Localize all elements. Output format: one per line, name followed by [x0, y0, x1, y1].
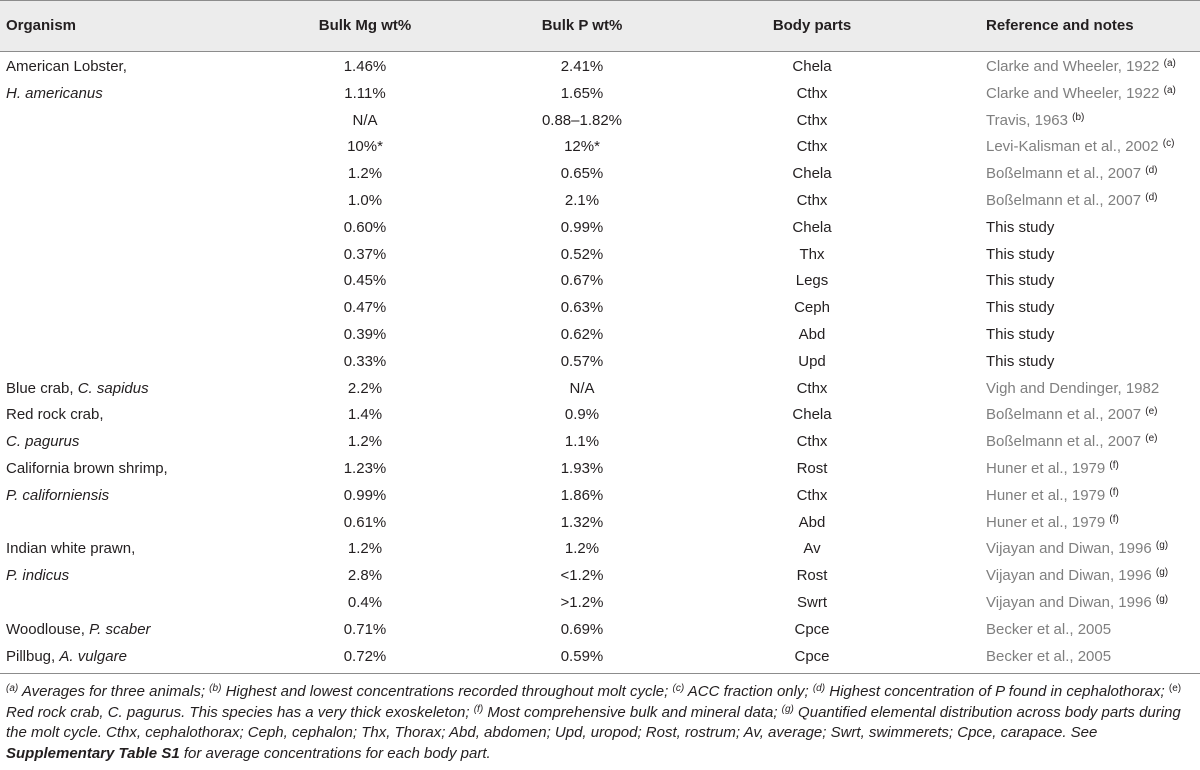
- cell-body-part: Av: [803, 540, 821, 558]
- reference-text: This study: [986, 326, 1055, 343]
- reference-note-mark: (f): [1109, 513, 1119, 525]
- cell-body-part: Chela: [792, 218, 832, 236]
- footnote-text-c: ACC fraction only;: [684, 683, 813, 700]
- cell-bulk-p: 1.32%: [560, 513, 604, 531]
- cell-bulk-mg: 10%*: [347, 138, 383, 156]
- reference-text: Vijayan and Diwan, 1996: [986, 594, 1152, 611]
- cell-bulk-p: N/A: [569, 379, 595, 397]
- cell-reference[interactable]: [986, 54, 1176, 81]
- organism-text: H. americanus: [6, 84, 103, 102]
- reference-text: Becker et al., 2005: [986, 647, 1112, 665]
- cell-reference[interactable]: [986, 510, 1119, 537]
- cell-organism: [6, 402, 104, 429]
- cell-body-part: Abd: [798, 326, 826, 343]
- footnote-text-g: Quantified elemental distribution across body parts during the molt cycle. Cthx, cephalothorax; Ceph, cephalon; Thx, Thorax; Abd, abdomen; Upd, uropod; Rost, rostrum; Av, average; Swrt, swimmerets; Cpce, carapace. See: [6, 703, 1181, 742]
- cell-body-part: Cthx: [796, 379, 828, 397]
- table-row: [0, 295, 1200, 322]
- cell-reference[interactable]: [986, 108, 1084, 135]
- cell-body-part: Cpce: [794, 620, 830, 638]
- cell-bulk-mg: 1.0%: [347, 192, 383, 209]
- footnote-mark-d: (d): [812, 683, 826, 694]
- table-row: [0, 268, 1200, 295]
- reference-text: This study: [986, 272, 1055, 290]
- reference-note-mark: (b): [1072, 111, 1085, 123]
- table-row: [0, 134, 1200, 161]
- footnote-mark-g: (g): [781, 703, 794, 715]
- cell-body-part: Rost: [796, 567, 828, 585]
- table-row: [0, 349, 1200, 376]
- cell-bulk-mg: 0.47%: [343, 299, 387, 317]
- cell-body-part: Thx: [799, 245, 825, 263]
- cell-body-part: Chela: [792, 406, 832, 424]
- reference-note-mark: (c): [1162, 138, 1175, 150]
- cell-bulk-p: 0.88–1.82%: [541, 111, 623, 129]
- cell-bulk-p: 2.1%: [564, 192, 600, 209]
- organism-species: C. sapidus: [77, 379, 149, 397]
- reference-note-mark: (f): [1109, 486, 1119, 498]
- table-row: [0, 536, 1200, 563]
- table-row: [0, 590, 1200, 617]
- reference-text: Vijayan and Diwan, 1996: [986, 540, 1152, 558]
- cell-bulk-p: 1.2%: [564, 540, 600, 558]
- cell-bulk-p: 0.59%: [560, 647, 604, 665]
- cell-body-part: Upd: [798, 352, 826, 370]
- cell-bulk-p: <1.2%: [560, 567, 604, 585]
- cell-bulk-mg: 0.99%: [343, 486, 387, 504]
- table-row: [0, 322, 1200, 349]
- cell-organism: [6, 81, 103, 108]
- table-row: [0, 563, 1200, 590]
- cell-body-part: Cthx: [796, 486, 828, 504]
- cell-bulk-p: 0.57%: [560, 352, 604, 370]
- reference-text: Boßelmann et al., 2007: [986, 192, 1142, 209]
- cell-bulk-mg: 1.2%: [347, 165, 383, 183]
- reference-note-mark: (a): [1163, 58, 1176, 69]
- reference-text: This study: [986, 218, 1055, 236]
- reference-text: This study: [986, 299, 1055, 317]
- cell-reference[interactable]: [986, 376, 1159, 403]
- cell-reference: [986, 268, 1054, 295]
- cell-bulk-mg: 0.60%: [343, 218, 387, 236]
- reference-text: Levi-Kalisman et al., 2002: [986, 138, 1159, 156]
- cell-organism: [6, 429, 79, 456]
- cell-organism: [6, 644, 127, 671]
- cell-reference[interactable]: [986, 617, 1111, 644]
- cell-bulk-p: 1.1%: [564, 433, 600, 451]
- organism-text: Red rock crab,: [6, 406, 104, 424]
- cell-body-part: Swrt: [797, 594, 827, 611]
- cell-reference[interactable]: [986, 456, 1119, 483]
- cell-body-part: Cthx: [796, 84, 828, 102]
- cell-organism: [6, 456, 168, 483]
- header-bulk-p: Bulk P wt%: [541, 17, 623, 34]
- header-reference: Reference and notes: [986, 17, 1134, 34]
- cell-bulk-mg: 1.23%: [343, 460, 387, 477]
- cell-bulk-mg: 1.4%: [347, 406, 383, 424]
- cell-bulk-p: >1.2%: [560, 594, 604, 611]
- organism-text: Blue crab,: [6, 379, 78, 397]
- cell-bulk-p: 1.86%: [560, 486, 604, 504]
- cell-body-part: Ceph: [794, 299, 830, 317]
- cell-reference: [986, 242, 1054, 269]
- cell-organism: [6, 563, 69, 590]
- table-header-row: [0, 0, 1200, 51]
- cell-bulk-p: 1.65%: [560, 84, 604, 102]
- organism-species: P. scaber: [89, 620, 151, 638]
- table-row: [0, 429, 1200, 456]
- cell-bulk-p: 0.52%: [560, 245, 604, 263]
- cell-body-part: Cthx: [796, 138, 828, 156]
- table-bottom-rule: [0, 673, 1200, 674]
- cell-bulk-p: 0.65%: [560, 165, 604, 183]
- organism-text: P. californiensis: [6, 486, 110, 504]
- table-row: [0, 54, 1200, 81]
- table-row: [0, 510, 1200, 537]
- header-body-parts: Body parts: [772, 17, 852, 34]
- cell-reference[interactable]: [986, 188, 1158, 215]
- cell-reference[interactable]: [986, 590, 1168, 617]
- footnote-text-f: Most comprehensive bulk and mineral data;: [483, 703, 782, 721]
- cell-organism: [6, 54, 127, 81]
- cell-body-part: Cthx: [796, 111, 828, 129]
- cell-bulk-mg: 0.39%: [343, 326, 387, 343]
- cell-reference[interactable]: [986, 402, 1158, 429]
- cell-body-part: Cpce: [794, 647, 830, 665]
- footnote-mark-f: (f): [473, 703, 484, 715]
- cell-organism: [6, 376, 149, 403]
- reference-text: Vijayan and Diwan, 1996: [986, 567, 1152, 585]
- cell-body-part: Rost: [796, 460, 828, 477]
- cell-organism: [6, 483, 109, 510]
- cell-body-part: Cthx: [796, 192, 828, 209]
- reference-note-mark: (e): [1145, 433, 1158, 445]
- table-row: [0, 242, 1200, 269]
- cell-organism: [6, 536, 135, 563]
- reference-text: Clarke and Wheeler, 1922: [986, 58, 1160, 75]
- cell-body-part: Chela: [792, 58, 832, 75]
- reference-text: Boßelmann et al., 2007: [986, 406, 1142, 424]
- table-row: [0, 644, 1200, 671]
- cell-bulk-mg: 0.33%: [343, 352, 387, 370]
- reference-note-mark: (d): [1145, 165, 1158, 177]
- cell-reference[interactable]: [986, 134, 1174, 161]
- cell-body-part: Chela: [792, 165, 832, 183]
- footnote-mark-b: (b): [209, 683, 222, 694]
- cell-reference[interactable]: [986, 81, 1176, 108]
- table-header-rule: [0, 51, 1200, 52]
- footnote-text-a: Averages for three animals;: [18, 683, 210, 700]
- table-row: [0, 161, 1200, 188]
- reference-note-mark: (g): [1155, 540, 1169, 552]
- cell-bulk-p: 0.63%: [560, 299, 604, 317]
- cell-bulk-p: 0.62%: [560, 326, 604, 343]
- reference-text: Travis, 1963: [986, 111, 1068, 129]
- cell-reference[interactable]: [986, 429, 1158, 456]
- table-row: [0, 483, 1200, 510]
- cell-bulk-mg: 2.8%: [347, 567, 383, 585]
- cell-bulk-mg: 0.37%: [343, 245, 387, 263]
- cell-bulk-p: 0.69%: [560, 620, 604, 638]
- table-row: [0, 376, 1200, 403]
- organism-text: P. indicus: [6, 567, 70, 585]
- footnote-text-e: Red rock crab, C. pagurus. This species has a very thick exoskeleton;: [6, 703, 474, 721]
- cell-reference[interactable]: [986, 644, 1111, 671]
- reference-note-mark: (a): [1163, 84, 1176, 96]
- table-row: [0, 617, 1200, 644]
- organism-text: Indian white prawn,: [6, 540, 136, 558]
- organism-text: Pillbug,: [6, 647, 60, 665]
- footnote-text-d: Highest concentration of P found in cephalothorax;: [825, 683, 1169, 700]
- reference-text: This study: [986, 245, 1055, 263]
- reference-note-mark: (f): [1109, 460, 1119, 471]
- cell-bulk-mg: 0.4%: [347, 594, 383, 611]
- organism-text: American Lobster,: [6, 58, 127, 75]
- cell-bulk-mg: 2.2%: [347, 379, 383, 397]
- reference-note-mark: (e): [1145, 406, 1158, 418]
- cell-body-part: Cthx: [796, 433, 828, 451]
- cell-body-part: Legs: [795, 272, 829, 290]
- cell-reference: [986, 295, 1054, 322]
- footnote-text-b: Highest and lowest concentrations recorded throughout molt cycle;: [221, 683, 673, 700]
- reference-text: Huner et al., 1979: [986, 513, 1106, 531]
- reference-text: This study: [986, 352, 1055, 370]
- reference-text: Vigh and Dendinger, 1982: [986, 379, 1160, 397]
- reference-note-mark: (g): [1155, 594, 1169, 605]
- footnote-tail: for average concentrations for each body part.: [179, 744, 491, 762]
- cell-bulk-mg: 1.11%: [344, 84, 386, 102]
- cell-bulk-p: 12%*: [564, 138, 600, 156]
- cell-bulk-mg: 0.45%: [343, 272, 387, 290]
- table-row: [0, 188, 1200, 215]
- cell-reference[interactable]: [986, 563, 1168, 590]
- reference-text: Boßelmann et al., 2007: [986, 433, 1142, 451]
- header-organism: Organism: [6, 17, 77, 34]
- table-row: [0, 215, 1200, 242]
- reference-text: Huner et al., 1979: [986, 460, 1106, 477]
- supplementary-table-link[interactable]: Supplementary Table S1: [6, 744, 180, 762]
- table-row: [0, 81, 1200, 108]
- organism-text: California brown shrimp,: [6, 460, 168, 477]
- cell-bulk-p: 2.41%: [560, 58, 604, 75]
- reference-note-mark: (g): [1155, 567, 1169, 579]
- cell-bulk-p: 0.67%: [560, 272, 604, 290]
- table-row: [0, 402, 1200, 429]
- cell-bulk-mg: 0.72%: [343, 647, 387, 665]
- cell-bulk-mg: 1.46%: [343, 58, 387, 75]
- reference-text: Becker et al., 2005: [986, 620, 1112, 638]
- cell-body-part: Abd: [798, 513, 826, 531]
- cell-bulk-p: 0.9%: [564, 406, 600, 424]
- organism-text: C. pagurus: [6, 433, 80, 451]
- table-row: [0, 456, 1200, 483]
- cell-organism: [6, 617, 151, 644]
- footnote-mark-a: (a): [6, 683, 19, 694]
- cell-reference[interactable]: [986, 483, 1119, 510]
- cell-bulk-mg: 1.2%: [347, 540, 383, 558]
- reference-text: Clarke and Wheeler, 1922: [986, 84, 1160, 102]
- reference-note-mark: (d): [1145, 192, 1158, 203]
- cell-reference: [986, 349, 1054, 376]
- cell-bulk-mg: 0.71%: [343, 620, 387, 638]
- cell-reference[interactable]: [986, 161, 1158, 188]
- header-bulk-mg: Bulk Mg wt%: [318, 17, 412, 34]
- cell-reference: [986, 215, 1054, 242]
- cell-reference: [986, 322, 1054, 349]
- table-row: [0, 108, 1200, 135]
- footnote-mark-e: (e): [1168, 683, 1182, 694]
- cell-bulk-mg: N/A: [352, 111, 378, 129]
- footnote-mark-c: (c): [672, 683, 685, 694]
- table-footnote: [6, 682, 1194, 764]
- organism-species: A. vulgare: [59, 647, 127, 665]
- reference-text: Huner et al., 1979: [986, 486, 1106, 504]
- cell-bulk-mg: 0.61%: [343, 513, 387, 531]
- cell-bulk-p: 1.93%: [560, 460, 604, 477]
- cell-bulk-p: 0.99%: [560, 218, 604, 236]
- reference-text: Boßelmann et al., 2007: [986, 165, 1142, 183]
- organism-text: Woodlouse,: [6, 620, 90, 638]
- cell-reference[interactable]: [986, 536, 1168, 563]
- cell-bulk-mg: 1.2%: [347, 433, 383, 451]
